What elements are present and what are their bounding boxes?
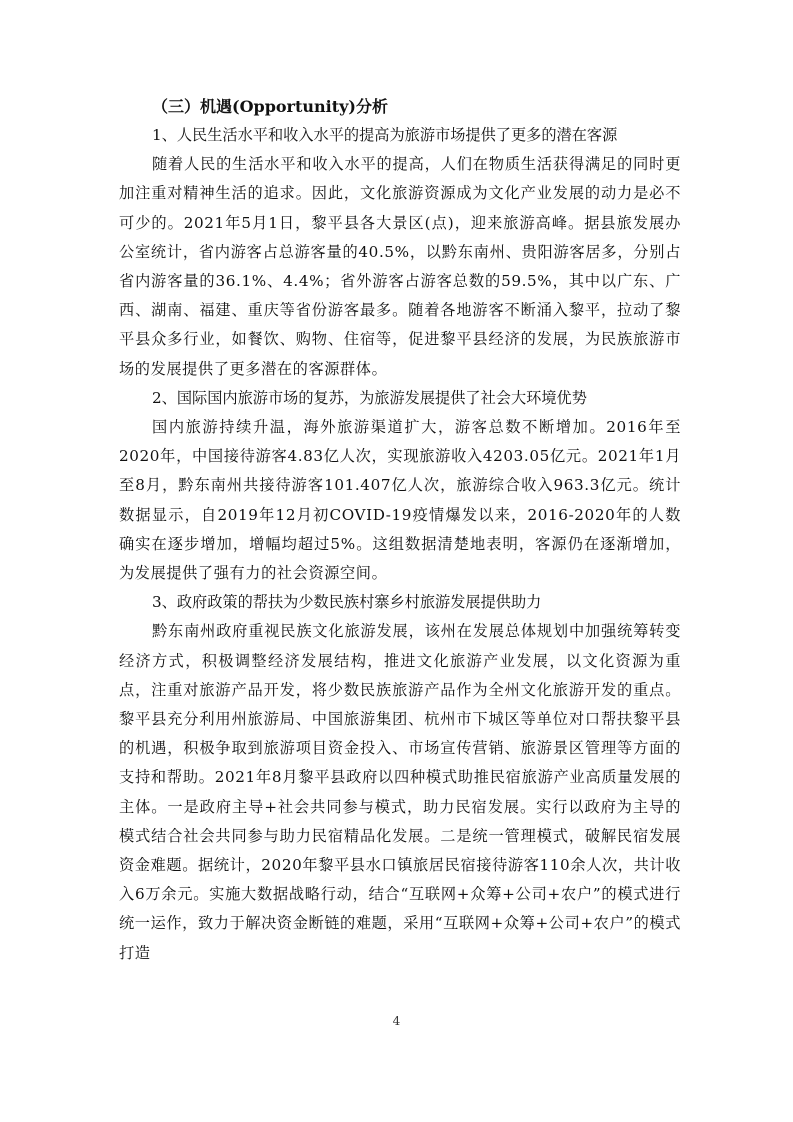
page-content	[119, 92, 681, 968]
paragraph-1: 随着人民的生活水平和收入水平的提高，人们在物质生活获得满足的同时更加注重对精神生活的追求。因此，文化旅游资源成为文化产业发展的动力是必不可少的。2021年5月1日，黎平县各大景区(点)，迎来旅游高峰。据县旅发展办公室统计，省内游客占总游客量的40.5%，以黔东南州、贵阳游客居多，分别占省内游客量的36.1%、4.4%；省外游客占游客总数的59.5%，其中以广东、广西、湖南、福建、重庆等省份游客最多。随着各地游客不断涌入黎平，拉动了黎平县众多行业，如餐饮、购物、住宿等，促进黎平县经济的发展，为民族旅游市场的发展提供了更多潜在的客源群体。	[119, 155, 681, 378]
subsection-title-2: 2、国际国内旅游市场的复苏，为旅游发展提供了社会大环境优势	[152, 388, 587, 407]
paragraph-2: 国内旅游持续升温，海外旅游渠道扩大，游客总数不断增加。2016年至2020年，中国接待游客4.83亿人次，实现旅游收入4203.05亿元。2021年1月至8月，黔东南州共接待游客101.407亿人次，旅游综合收入963.3亿元。统计数据显示，自2019年12月初COVID-19疫情爆发以来，2016-2020年的人数确实在逐步增加，增幅均超过5%。这组数据清楚地表明，客源仍在逐渐增加，为发展提供了强有力的社会资源空间。	[119, 418, 681, 583]
paragraph-3: 黔东南州政府重视民族文化旅游发展，该州在发展总体规划中加强统筹转变经济方式，积极调整经济发展结构，推进文化旅游产业发展，以文化资源为重点，注重对旅游产品开发，将少数民族旅游产品作为全州文化旅游开发的重点。黎平县充分利用州旅游局、中国旅游集团、杭州市下城区等单位对口帮扶黎平县的机遇，积极争取到旅游项目资金投入、市场宣传营销、旅游景区管理等方面的支持和帮助。2021年8月黎平县政府以四种模式助推民宿旅游产业高质量发展的主体。一是政府主导+社会共同参与模式，助力民宿发展。实行以政府为主导的模式结合社会共同参与助力民宿精品化发展。二是统一管理模式，破解民宿发展资金难题。据统计，2020年黎平县水口镇旅居民宿接待游客110余人次，共计收入6万余元。实施大数据战略行动，结合“互联网+众筹+公司+农户”的模式进行统一运作，致力于解决资金断链的难题，采用“互联网+众筹+公司+农户”的模式打造	[119, 622, 681, 962]
subsection-title-1: 1、人民生活水平和收入水平的提高为旅游市场提供了更多的潜在客源	[152, 126, 618, 144]
subsection-title-3: 3、政府政策的帮扶为少数民族村寨乡村旅游发展提供助力	[152, 593, 542, 612]
section-heading: （三）机遇(Opportunity)分析	[152, 97, 388, 116]
page-number: 4	[392, 1014, 401, 1028]
